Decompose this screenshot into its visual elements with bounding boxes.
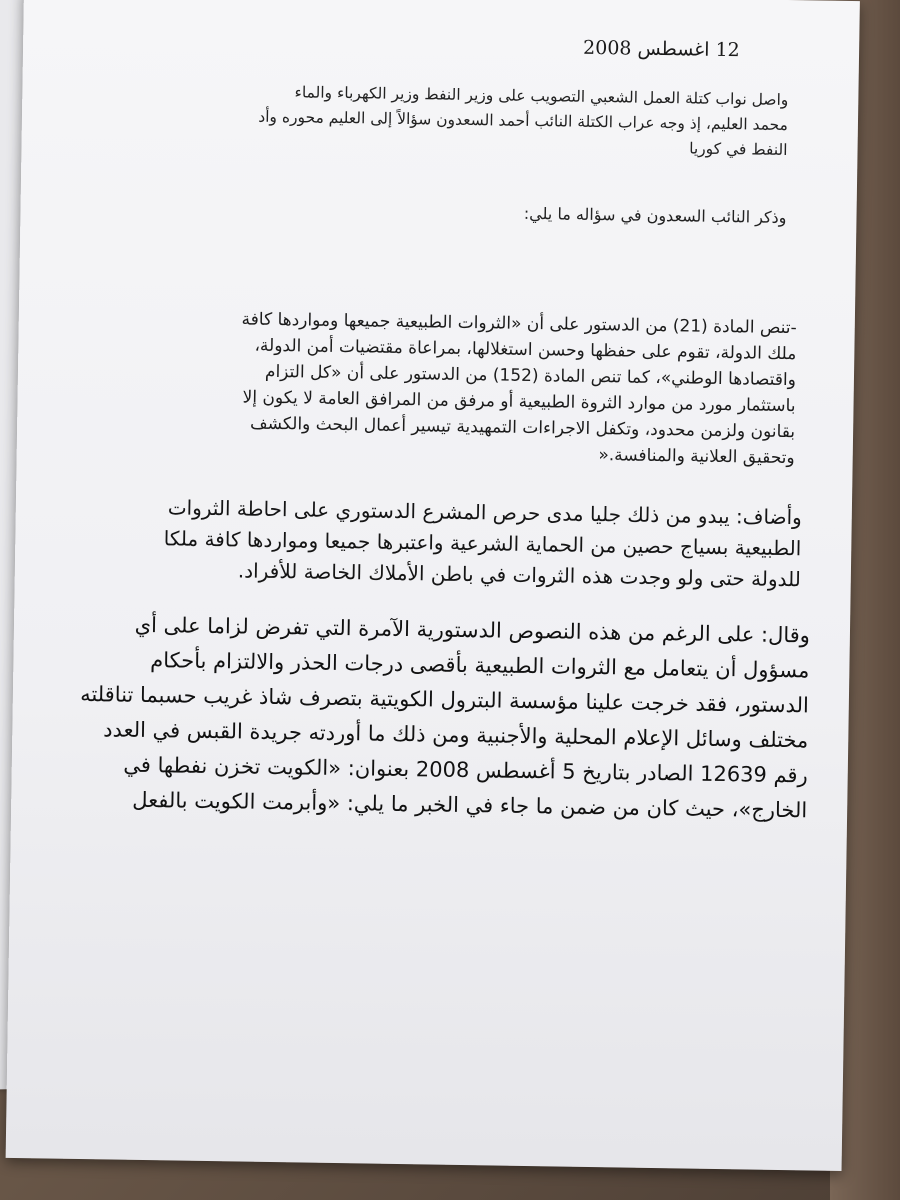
quote-line: ملك الدولة، تقوم على حفظها وحسن استغلالها، بمراعاة مقتضيات أمن الدولة، <box>254 335 797 365</box>
said-line: الخارج»، حيث كان من ضمن ما جاء في الخبر ما يلي: «وأبرمت الكويت بالفعل <box>132 787 808 823</box>
added-line: وأضاف: يبدو من ذلك جليا مدى حرص المشرع الدستوري على احاطة الثروات <box>167 495 802 530</box>
intro-line: واصل نواب كتلة العمل الشعبي التصويب على وزير النفط وزير الكهرباء والماء <box>294 83 789 110</box>
constitution-quote-paragraph <box>239 306 797 471</box>
quote-line: باستثمار مورد من موارد الثروة الطبيعية أو مرفق من المرافق العامة لا يكون إلا <box>242 387 796 417</box>
said-line: وقال: على الرغم من هذه النصوص الدستورية الآمرة التي تفرض لزاما على أي <box>134 612 811 648</box>
quote-line: وتحقيق العلانية والمنافسة.« <box>598 445 795 469</box>
added-line: الطبيعية بسياج حصين من الحماية الشرعية واعتبرها جميعا ومواردها كافة ملكا <box>163 526 802 561</box>
intro-paragraph <box>258 80 789 163</box>
said-line: الدستور، فقد خرجت علينا مؤسسة البترول الكويتية بتصرف شاذ غريب حسبما تناقلته <box>80 681 810 718</box>
quote-line: بقانون ولزمن محدود، وتكفل الاجراءات التمهيدية تيسير أعمال البحث والكشف <box>249 413 796 443</box>
question-intro: وذكر النائب السعدون في سؤاله ما يلي: <box>523 203 787 228</box>
added-line: للدولة حتى ولو وجدت هذه الثروات في باطن الأملاك الخاصة للأفراد. <box>237 558 801 592</box>
said-line: رقم 12639 الصادر بتاريخ 5 أغسطس 2008 بعنوان: «الكويت تخزن نفطها في <box>123 752 808 788</box>
document-date: 12 اغسطس 2008 <box>582 36 740 62</box>
quote-line: -تنص المادة (21) من الدستور على أن «الثروات الطبيعية جميعها ومواردها كافة <box>241 309 797 339</box>
intro-line: محمد العليم، إذ وجه عراب الكتلة النائب أحمد السعدون سؤالاً إلى العليم محوره وأد <box>258 107 789 135</box>
quote-line: واقتصادها الوطني»، كما تنص المادة (152) من الدستور على أن «كل التزام <box>264 361 797 391</box>
said-line: مختلف وسائل الإعلام المحلية والأجنبية ومن ذلك ما أوردته جريدة القبس في العدد <box>103 717 809 753</box>
intro-line: النفط في كوريا <box>689 139 788 160</box>
document-page <box>6 0 860 1171</box>
said-paragraph <box>78 607 810 828</box>
said-line: مسؤول أن يتعامل مع الثروات الطبيعية بأقصى درجات الحذر والالتزام بأحكام <box>150 648 810 683</box>
added-paragraph <box>163 492 802 595</box>
